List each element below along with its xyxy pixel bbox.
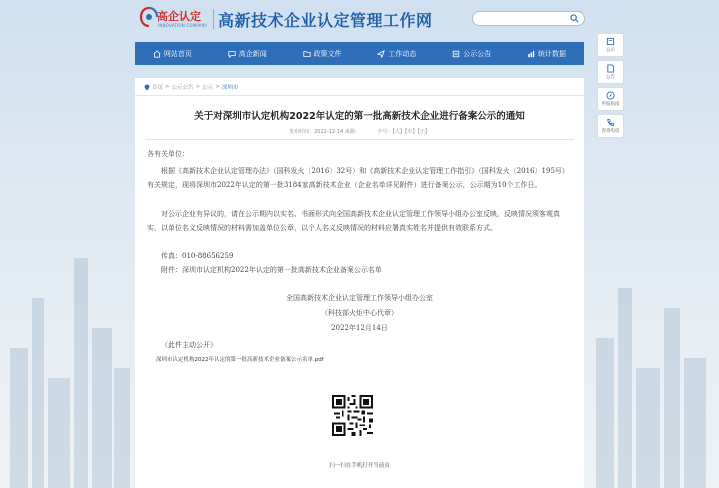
site-title: 高新技术企业认定管理工作网 — [218, 11, 433, 30]
nav-item-news[interactable] — [210, 42, 285, 65]
side-item-phone[interactable] — [597, 114, 624, 138]
nav-item-stats[interactable] — [509, 42, 584, 65]
breadcrumb-home[interactable]: 首页 — [152, 85, 164, 91]
home-icon — [153, 50, 161, 58]
nav-item-home[interactable] — [135, 42, 210, 65]
appendix: 附件：深圳市认定机构2022年认定的第一批高新技术企业备案公示名单 — [161, 266, 382, 274]
side-floating-bar — [597, 33, 624, 138]
main-nav — [135, 42, 584, 65]
phone-icon — [606, 118, 615, 127]
paragraph-2: 对公示企业有异议的，请在公示期内以实名、书面形式向全国高新技术企业认定管理工作领导小组办公室反映，反映情况须客观真实，以单位名义反映情况的材料需加盖单位公章，以个人名义反映情况的材料应署真实姓名并提供有效联系方式。 — [147, 210, 560, 232]
breadcrumb-separator: > — [165, 84, 170, 90]
location-icon — [144, 84, 150, 91]
compass-icon — [606, 91, 615, 100]
paragraph-1: 根据《高新技术企业认定管理办法》（国科发火〔2016〕32号）和《高新技术企业认定管理工作指引》（国科发火〔2016〕195号）有关规定，现将深圳市2022年认定的第一批3184家高新技术企业（企业名单详见附件）进行备案公示，公示期为10个工作日。 — [147, 167, 569, 189]
notice-icon — [452, 50, 460, 58]
article-meta — [135, 128, 584, 135]
breadcrumb-separator: > — [195, 84, 201, 90]
search-input[interactable] — [472, 11, 585, 26]
breadcrumb-shenzhen[interactable]: 深圳市 — [221, 85, 239, 91]
qr-code-label: 扫一扫在手机打开当前页 — [329, 463, 390, 469]
side-item-label: 公示 — [606, 48, 615, 53]
logo-text: 高企认定 — [157, 10, 201, 23]
article-title: 关于对深圳市认定机构2022年认定的第一批高新技术企业进行备案公示的通知 — [194, 111, 525, 122]
nav-item-work[interactable] — [359, 42, 434, 65]
qr-code-icon — [332, 395, 373, 436]
nav-item-label: 统计数据 — [538, 49, 567, 58]
nav-item-label: 公示公告 — [463, 49, 492, 58]
side-item-label: 公告 — [606, 75, 615, 80]
nav-item-policy[interactable] — [285, 42, 360, 65]
logo-divider — [213, 9, 214, 29]
side-item-label: 申报指南 — [601, 102, 620, 107]
publish-date: 发布时间：2022-12-14 来源： — [289, 129, 360, 135]
nav-item-label: 高企新闻 — [238, 49, 267, 58]
chat-icon — [228, 50, 236, 58]
logo-mark-icon — [140, 6, 158, 28]
signature-org: 全国高新技术企业认定管理工作领导小组办公室 — [286, 294, 433, 302]
meta-divider — [145, 139, 574, 140]
search-icon[interactable] — [570, 14, 579, 23]
signature-sub: （科技部火炬中心代章） — [321, 309, 398, 317]
breadcrumb-separator: > — [215, 84, 220, 90]
fax: 传真：010-88656259 — [161, 252, 234, 260]
public-note: （此件主动公开） — [161, 341, 217, 349]
attachment-link[interactable]: 深圳市认定机构2022年认定的第一批高新技术企业备案公示名单.pdf — [156, 357, 324, 363]
side-item-announcement[interactable] — [597, 60, 624, 84]
font-size-control[interactable]: 字号：【大】【中】【小】 — [377, 129, 430, 135]
send-icon — [377, 50, 385, 58]
notice-icon — [606, 37, 615, 46]
nav-item-label: 网站首页 — [163, 49, 192, 58]
breadcrumb — [144, 83, 238, 91]
chart-icon — [527, 50, 535, 58]
signature-date: 2022年12月14日 — [331, 324, 388, 332]
folder-icon — [303, 50, 311, 58]
side-item-notice[interactable] — [597, 33, 624, 57]
nav-item-label: 政策文件 — [313, 49, 342, 58]
article-card — [135, 78, 584, 488]
nav-item-label: 工作动态 — [388, 49, 417, 58]
nav-item-notice[interactable] — [434, 42, 509, 65]
site-logo[interactable] — [140, 6, 210, 34]
breadcrumb-divider — [135, 95, 584, 96]
greeting: 各有关单位： — [147, 150, 189, 158]
breadcrumb-notice[interactable]: 公示公告 — [171, 85, 194, 91]
logo-subtext: INNOVATION COMPANY — [158, 23, 208, 28]
breadcrumb-publicity[interactable]: 公示 — [202, 85, 214, 91]
document-icon — [606, 64, 615, 73]
side-item-guide[interactable] — [597, 87, 624, 111]
side-item-label: 咨询电话 — [601, 129, 620, 134]
